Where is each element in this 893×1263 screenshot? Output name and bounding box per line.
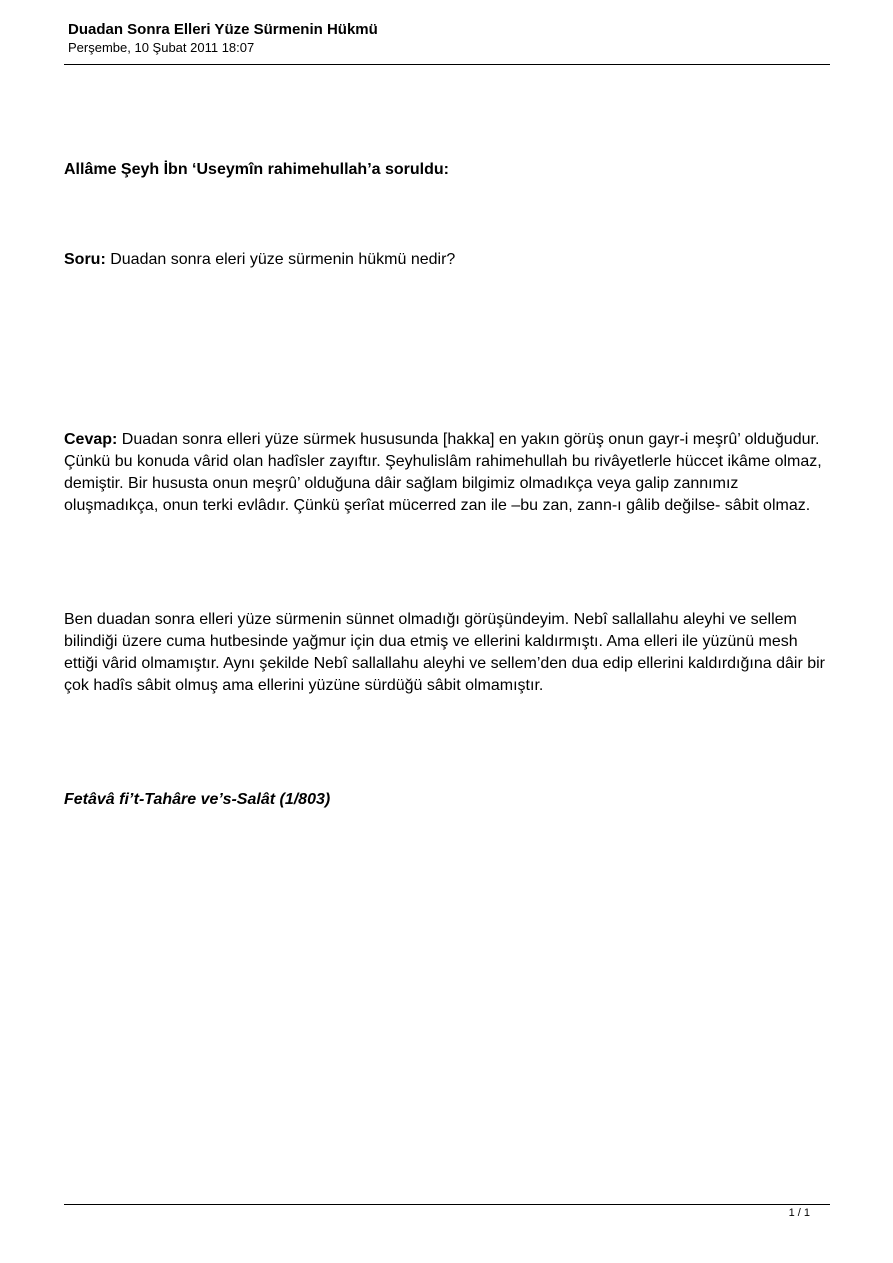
question-paragraph	[64, 249, 834, 271]
question-text: Duadan sonra eleri yüze sürmenin hükmü nedir?	[105, 251, 456, 268]
answer-label: Cevap:	[64, 431, 118, 448]
page-header	[64, 20, 830, 65]
page-footer	[64, 1204, 830, 1219]
article-heading: Allâme Şeyh İbn ‘Useymîn rahimehullah’a soruldu:	[64, 161, 449, 178]
answer-paragraph	[64, 429, 834, 517]
source-citation: Fetâvâ fi’t-Tahâre ve’s-Salât (1/803)	[64, 791, 331, 808]
commentary-paragraph: Ben duadan sonra elleri yüze sürmenin sünnet olmadığı görüşündeyim. Nebî sallallahu aleyhi ve sellem bilindiği üzere cuma hutbesinde yağmur için dua etmiş ve ellerini kaldırmıştı. Ama elleri ile yüzünü mesh ettiği vârid olmamıştır. Aynı şekilde Nebî sallallahu aleyhi ve sellem’den dua edip ellerini kaldırdığına dâir bir çok hadîs sâbit olmuş ama ellerini yüzüne sürdüğü sâbit olmamıştır.	[64, 611, 825, 694]
page-number: 1 / 1	[788, 1207, 810, 1219]
document-date: Perşembe, 10 Şubat 2011 18:07	[68, 40, 255, 55]
answer-text: Duadan sonra elleri yüze sürmek hususunda [hakka] en yakın görüş onun gayr-i meşrû’ olduğudur. Çünkü bu konuda vârid olan hadîsler zayıftır. Şeyhulislâm rahimehullah bu rivâyetlerle hüccet ikâme olmaz, demiştir. Bir hususta onun meşrû’ olduğuna dâir sağlam bilgimiz olmadıkça veya galip zannımız oluşmadıkça, onun terki evlâdır. Çünkü şerîat mücerred zan ile –bu zan, zann-ı gâlib değilse- sâbit olmaz.	[64, 431, 822, 514]
question-label: Soru:	[64, 251, 106, 268]
document-title: Duadan Sonra Elleri Yüze Sürmenin Hükmü	[68, 21, 378, 38]
